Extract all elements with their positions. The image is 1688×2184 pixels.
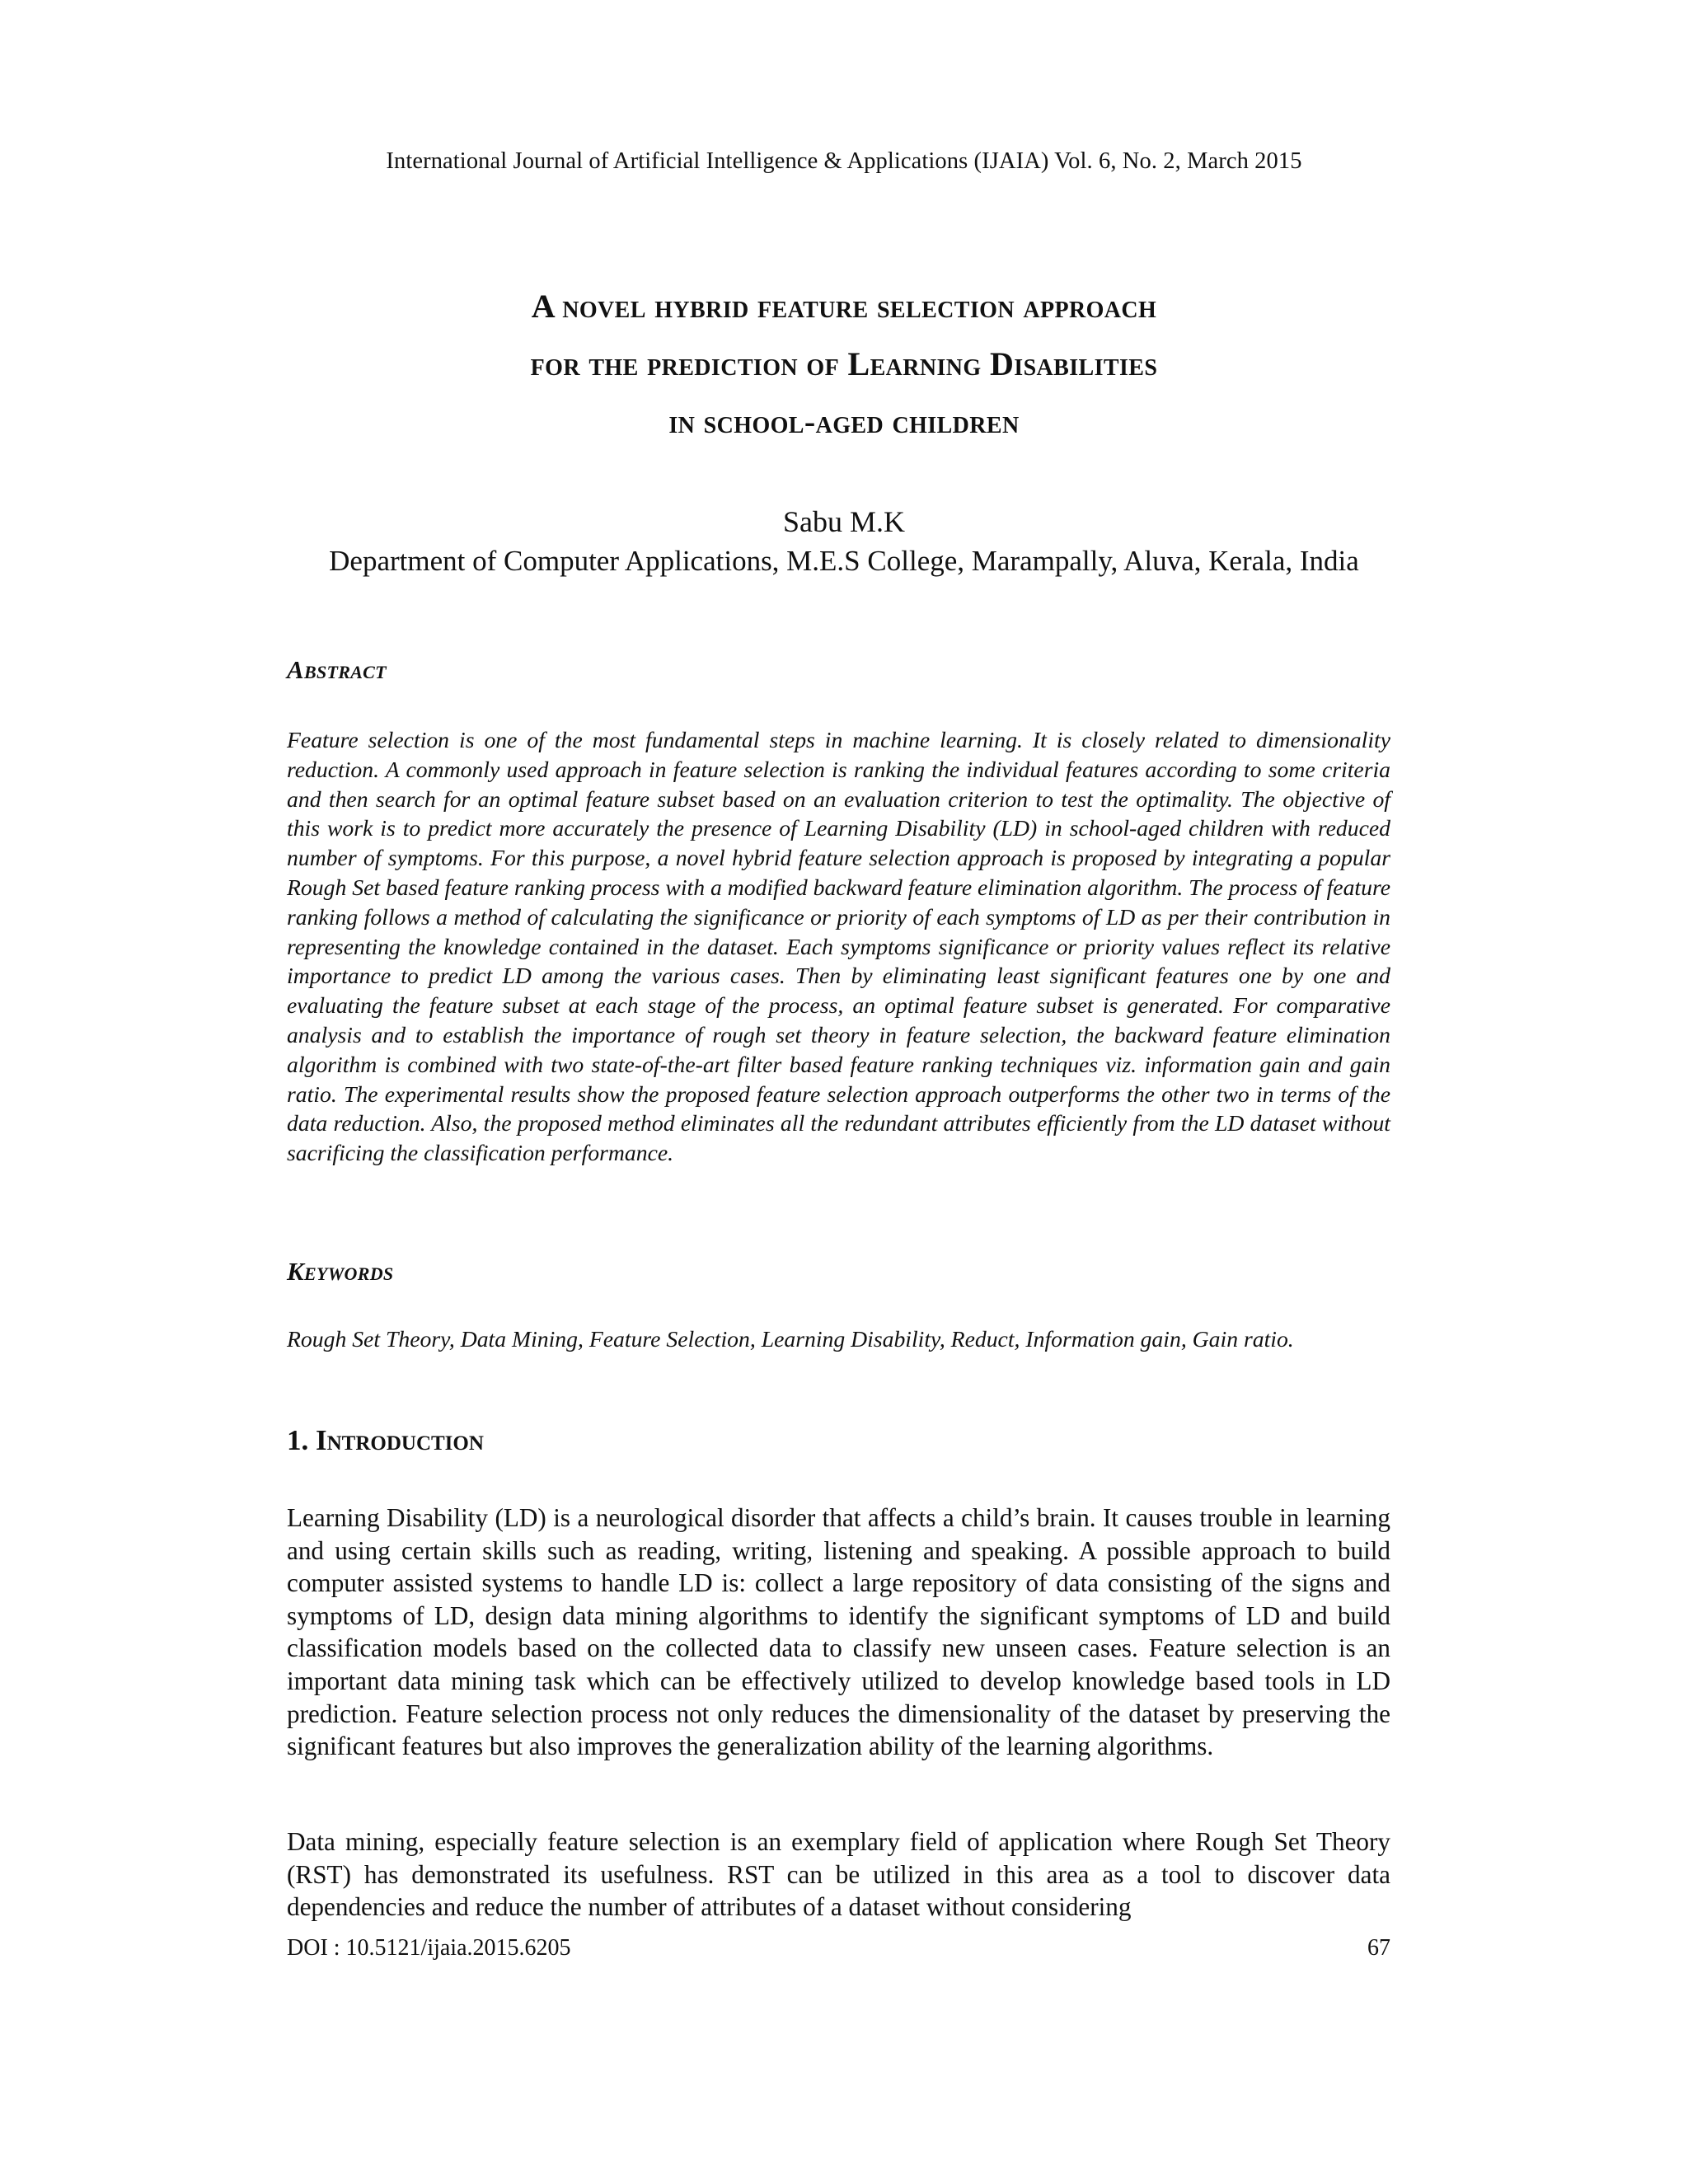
title-line: in school-aged children xyxy=(668,403,1020,440)
author-name: Sabu M.K xyxy=(782,505,905,538)
keywords-heading: Keywords xyxy=(287,1257,394,1286)
title-line: for the prediction of Learning Disabilities xyxy=(530,345,1158,382)
abstract-text: Feature selection is one of the most fundamental steps in machine learning. It is closely related to dimensionality reduction. A commonly used approach in feature selection is ranking the individual features according to some criteria and then search for an optimal feature subset based on an evaluation criterion to test the optimality. The objective of this work is to predict more accurately the presence of Learning Disability (LD) in school-aged children with reduced number of symptoms. For this purpose, a novel hybrid feature selection approach is proposed by integrating a popular Rough Set based feature ranking process with a modified backward feature elimination algorithm. The process of feature ranking follows a method of calculating the significance or priority of each symptoms of LD as per their contribution in representing the knowledge contained in the dataset. Each symptoms significance or priority values reflect its relative importance to predict LD among the various cases. Then by eliminating least significant features one by one and evaluating the feature subset at each stage of the process, an optimal feature subset is generated. For comparative analysis and to establish the importance of rough set theory in feature selection, the backward feature elimination algorithm is combined with two state-of-the-art filter based feature ranking techniques viz. information gain and gain ratio. The experimental results show the proposed feature selection approach outperforms the other two in terms of the data reduction. Also, the proposed method eliminates all the redundant attributes efficiently from the LD dataset without sacrificing the classification performance. xyxy=(287,727,1390,1166)
keywords-text: Rough Set Theory, Data Mining, Feature Selection, Learning Disability, Reduct, Information gain, Gain ratio. xyxy=(287,1326,1294,1352)
paper-title xyxy=(247,278,1441,451)
footer-doi: DOI : 10.5121/ijaia.2015.6205 xyxy=(287,1935,571,1961)
page-number: 67 xyxy=(1367,1935,1390,1961)
author-affiliation: Department of Computer Applications, M.E.S College, Marampally, Aluva, Kerala, India xyxy=(329,545,1359,577)
introduction-heading: 1. Introduction xyxy=(287,1424,484,1456)
intro-paragraph-1: Learning Disability (LD) is a neurological disorder that affects a child’s brain. It causes trouble in learning and using certain skills such as reading, writing, listening and speaking. A possible approach to build computer assisted systems to handle LD is: collect a large repository of data consisting of the signs and symptoms of LD, design data mining algorithms to identify the significant symptoms of LD and build classification models based on the collected data to classify new unseen cases. Feature selection is an important data mining task which can be effectively utilized to develop knowledge based tools in LD prediction. Feature selection process not only reduces the dimensionality of the dataset by preserving the significant features but also improves the generalization ability of the learning algorithms. xyxy=(287,1503,1390,1761)
intro-paragraph-2: Data mining, especially feature selection is an exemplary field of application where Rough Set Theory (RST) has demonstrated its usefulness. RST can be utilized in this area as a tool to discover data dependencies and reduce the number of attributes of a dataset without considering xyxy=(287,1827,1390,1922)
running-header: International Journal of Artificial Intelligence & Applications (IJAIA) Vol. 6, No. 2, March 2015 xyxy=(386,148,1302,174)
title-line: A novel hybrid feature selection approach xyxy=(531,288,1157,325)
abstract-heading: Abstract xyxy=(287,655,387,684)
